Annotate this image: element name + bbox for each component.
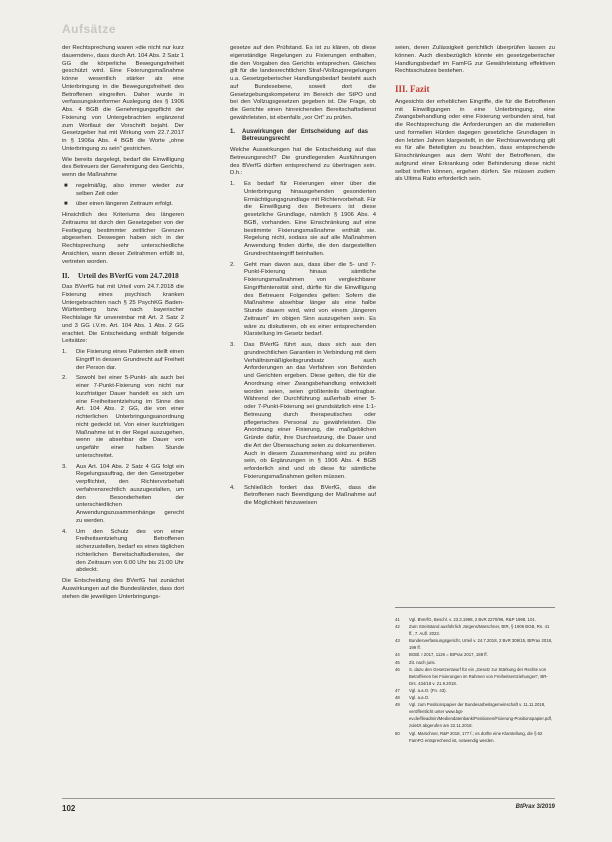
text-column-2 bbox=[230, 45, 376, 511]
conclusion-heading: III. Fazit bbox=[395, 84, 430, 94]
list-item: 4. Schließlich fordert das BVerfG, dass die Betroffenen nach Beendigung der Maßnahme auf die Möglichkeit hinzuweisen bbox=[230, 484, 376, 506]
footnote: 49 Vgl. zum Positionspapier der Bundesarbeitsgemeinschaft v. 11.11.2018, veröffentlicht unter www.bgt-ev.de/fileadmin/Mediendatenbank/Positionen/Fixierung-Positionspapier.pdf, zuletzt abgerufen am 22.11.2018. bbox=[395, 702, 552, 729]
bullet-icon: ■ bbox=[64, 201, 68, 208]
text-column-1 bbox=[62, 45, 184, 604]
paragraph: Das BVerfG hat mit Urteil vom 24.7.2018 die Fixierung eines psychisch kranken Untergebrachten nach § 25 PsychKG Baden-Württemberg bzw. nach bayerischer Rechtslage für unvereinbar mit Art. 2 Satz 2 und 3 GG i.V.m. Art. 104 Abs. 1 Abs. 2 GG erachtet. Die Entscheidung enthält folgende Leitsätze: bbox=[62, 284, 184, 345]
list-item: 1. Es bedarf für Fixierungen einer über die Unterbringung hinausgehenden gesonderten Ermächtigungsgrundlage mit Richtervorbehalt. Für die Einwilligung des Betreuers ist diese gesetzliche Grundlage, nämlich § 1906 Abs. 4 BGB, vorhanden. Eine Einschränkung auf eine bestimmte Fixierungsmaßnahme enthält sie. Regelung nicht, sodass sie auf alle Maßnahmen Anwendung finden dürfte, die den dargestellten Grundrechtseingriff beinhalten. bbox=[230, 181, 376, 257]
subsection-heading: 1. Auswirkungen der Entscheidung auf das Betreuungsrecht bbox=[230, 128, 368, 143]
footnote: 42 Zum Streitstand ausführlich Jürgens/Marschner, BtR, § 1906 BGB, Rn. 41 ff., 7. Aufl. 2023. bbox=[395, 624, 550, 637]
footer-divider bbox=[62, 798, 555, 799]
footnote: 46 S. dazu den Gesetzentwurf für ein „Gesetz zur Stärkung der Rechte von Betroffenen bei Fixierungen im Rahmen von Freiheitsentziehungen", BR-Drs. 434/18 v. 21.9.2018. bbox=[395, 666, 548, 686]
paragraph: Hinsichtlich des Kriteriums des längeren Zeitraums ist durch den Gesetzgeber von der Festlegung bestimmter zeitlicher Grenzen abgesehen. Deswegen haben sich in der Rechtsprechung sehr unterschiedliche Ansichten, wann dieser Zeitrahmen erfüllt ist, vertreten worden. bbox=[62, 212, 184, 265]
paragraph: Wie bereits dargelegt, bedarf die Einwilligung des Betreuers der Genehmigung des Gerichts, wenn die Maßnahme bbox=[62, 156, 184, 178]
list-item: 1. Die Fixierung eines Patienten stellt einen Eingriff in dessen Grundrecht auf Freiheit der Person dar. bbox=[62, 349, 184, 371]
text-column-3 bbox=[395, 45, 555, 187]
paragraph: Die Entscheidung des BVerfG hat zunächst Auswirkungen auf die Bundesländer, dass dort stehen die jeweiligen Unterbringungs- bbox=[62, 578, 184, 600]
footnote: 45 Zit. nach juris. bbox=[395, 659, 436, 665]
bullet-icon: ■ bbox=[64, 182, 68, 189]
list-item: 2. Geht man davon aus, dass über die 5- und 7-Punkt-Fixierung hinaus sämtliche Fixierungsmaßnahmen von vergleichbarer Eingriffsintensität sind, dürfte für die Einwilligung des Betreuers Folgendes gelten: Sofern die Maßnahme absehbar länger als eine halbe Stunde dauern wird, wird von einem „längeren Zeitraum" im obigen Sinn auszugehen sein. Es wäre zu diskutieren, ob es einer entsprechenden Klarstellung im Gesetz bedarf. bbox=[230, 261, 376, 338]
footnote: 50 Vgl. Marschner, R&P 2018, 177 f.; es dürfte eine Klarstellung, die § 62 FamFG entsprechend ist, notwendig werden. bbox=[395, 730, 543, 743]
footnote: 41 Vgl. BVerfG, Beschl. v. 23.3.1998, 2 BvR 2270/96, R&P 1998, 101. bbox=[395, 617, 536, 622]
journal-issue: BtPrax 3/2019 bbox=[515, 804, 555, 810]
paragraph: gesetze auf den Prüfstand. Es ist zu klären, ob diese eigenständige Regelungen zu Fixierungen enthalten, die den Vorgaben des Gerichts entsprechen. Gleiches gilt für die landesrechtlichen Straf-/Vollzugsregelungen u.a. Gesetzgeberischer Handlungsbedarf besteht auch auf Bundesebene, soweit dort die Gesetzgebungskompetenz im Bereich der StPO und bei den Vollzugsgesetzen gegeben ist. Die Frage, ob die Gerichte einen hinreichenden Bereitschaftsdienst gewährleisten, ist ebenfalls „vor Ort" zu prüfen. bbox=[230, 45, 376, 121]
paragraph: seien, deren Zulässigkeit gerichtlich überprüfen lassen zu können. Auch diesbezüglich könnte ein gesetzgeberischer Handlungsbedarf im FamFG zur Gewährleistung effektiven Rechtsschutzes bestehen. bbox=[395, 45, 555, 75]
footnote: 47 Vgl. a.a.O. (Fn. 43). bbox=[395, 687, 447, 693]
numbered-list bbox=[230, 181, 376, 508]
footnote: 43 Bundesverfassungsgericht, Urteil v. 24.7.2018, 2 BvR 309/15, BtPrax 2018, 199 ff. bbox=[395, 638, 553, 651]
list-item: 2. Sowohl bei einer 5-Punkt- als auch bei einer 7-Punkt-Fixierung von nicht nur kurzfristiger Dauer handelt es sich um eine Freiheitsentziehung im Sinne des Art. 104 Abs. 2 GG, die von einer richterlichen Unterbringungsanordnung nicht gedeckt ist. Von einer kurzfristigen Maßnahme ist in der Regel auszugehen, wenn sie absehbar die Dauer von ungefähr einer halben Stunde unterschreitet. bbox=[62, 375, 184, 459]
paragraph: Welche Auswirkungen hat die Entscheidung auf das Betreuungsrecht? Die grundlegenden Ausführungen des BVerfG dürften entsprechend zu übertragen sein. D.h.: bbox=[230, 147, 376, 177]
bullet-list bbox=[62, 183, 184, 209]
footnotes bbox=[395, 607, 555, 744]
footnote: 44 BGBl. I 2017, 1126 = BtPrax 2017, 188 ff. bbox=[395, 652, 488, 658]
list-item: ■ regelmäßig, also immer wieder zur selben Zeit oder bbox=[64, 182, 184, 197]
paragraph: der Rechtsprechung waren »die nicht nur kurz dauernden«, dass durch Art. 104 Abs. 2 Satz 1 GG die körperliche Bewegungsfreiheit geschützt wird. Eine Fixierungsmaßnahme könne wesentlich stärker als eine Unterbringung in die Bewegungsfreiheit des Betroffenen eingreifen. Daher wurde in verfassungskonformer Auslegung des § 1906 Abs. 4 BGB die Genehmigungspflicht der Fixierung von Untergebrachten ergänzend zum Wortlaut der Vorschrift bejaht. Der Gesetzgeber hat mit Wirkung vom 22.7.2017 in § 1906a Abs. 4 BGB die Worte „ohne Unterbringung zu sein" gestrichen. bbox=[62, 45, 184, 152]
page-number: 102 bbox=[62, 804, 76, 813]
section-heading: II. Urteil des BVerfG vom 24.7.2018 bbox=[62, 272, 179, 281]
list-item: 3. Aus Art. 104 Abs. 2 Satz 4 GG folgt ein Regelungsauftrag, der den Gesetzgeber verpflichtet, den Richtervorbehalt verfahrensrechtlich auszugestalten, um den Besonderheiten der unterschiedlichen Anwendungszusammenhänge gerecht zu werden. bbox=[62, 463, 184, 524]
footnote: 48 Vgl. a.a.O. bbox=[395, 695, 430, 701]
paragraph: Angesichts der erheblichen Eingriffe, die für die Betroffenen mit Einwilligungen in eine Unterbringung, eine Zwangsbehandlung oder eine Fixierung verbunden sind, hat die Rechtsprechung die Anforderungen an die materiellen und formellen Hürden dagegen gesetzliche Grundlagen in den letzten Jahren klargestellt, in der Rechtsanwendung gilt es für alle Beteiligten zu beachten, dass entsprechende Einschränkungen aus dem Wohl der Betroffenen, die aufgrund einer Erkrankung oder Behinderung diese nicht selbst treffen können, ergehen dürfen. Sie müssen zudem als Ultima Ratio erforderlich sein. bbox=[395, 98, 555, 183]
numbered-list bbox=[62, 349, 184, 575]
list-item: 4. Um den Schutz des von einer Freiheitsentziehung Betroffenen sicherzustellen, bedarf es eines täglichen richterlichen Bereitschaftsdienstes, der den Zeitraum von 6:00 Uhr bis 21:00 Uhr abdeckt. bbox=[62, 528, 184, 574]
section-header: Aufsätze bbox=[62, 22, 117, 36]
list-item: 3. Das BVerfG führt aus, dass sich aus den grundrechtlichen Garantien in Verbindung mit dem Verhältnismäßigkeitsgrundsatz auch Anforderungen an das Verfahren von Behörden und Gerichten ergeben. Diese gelten, die für die Anordnung einer Zwangsbehandlung entwickelt worden seien, seien größtenteils übertragbar. Während der Durchführung außerhalb einer 5- oder 7-Punkt-Fixierung sei grundsätzlich eine 1:1-Betreuung durch therapeutisches oder pflegerisches Personal zu gewährleisten. Die Anordnung einer Fixierung, die maßgeblichen Gründe dafür, ihre Durchsetzung, die Dauer und die Art der Überwachung seien zu dokumentieren. Auch in diesem Zusammenhang wird zu prüfen sein, ob Ergänzungen in § 1906 Abs. 4 BGB erforderlich sind und ob diese für sämtliche Fixierungsmaßnahmen gelten müssen. bbox=[230, 342, 376, 480]
list-item: ■ über einen längeren Zeitraum erfolgt. bbox=[64, 201, 173, 208]
